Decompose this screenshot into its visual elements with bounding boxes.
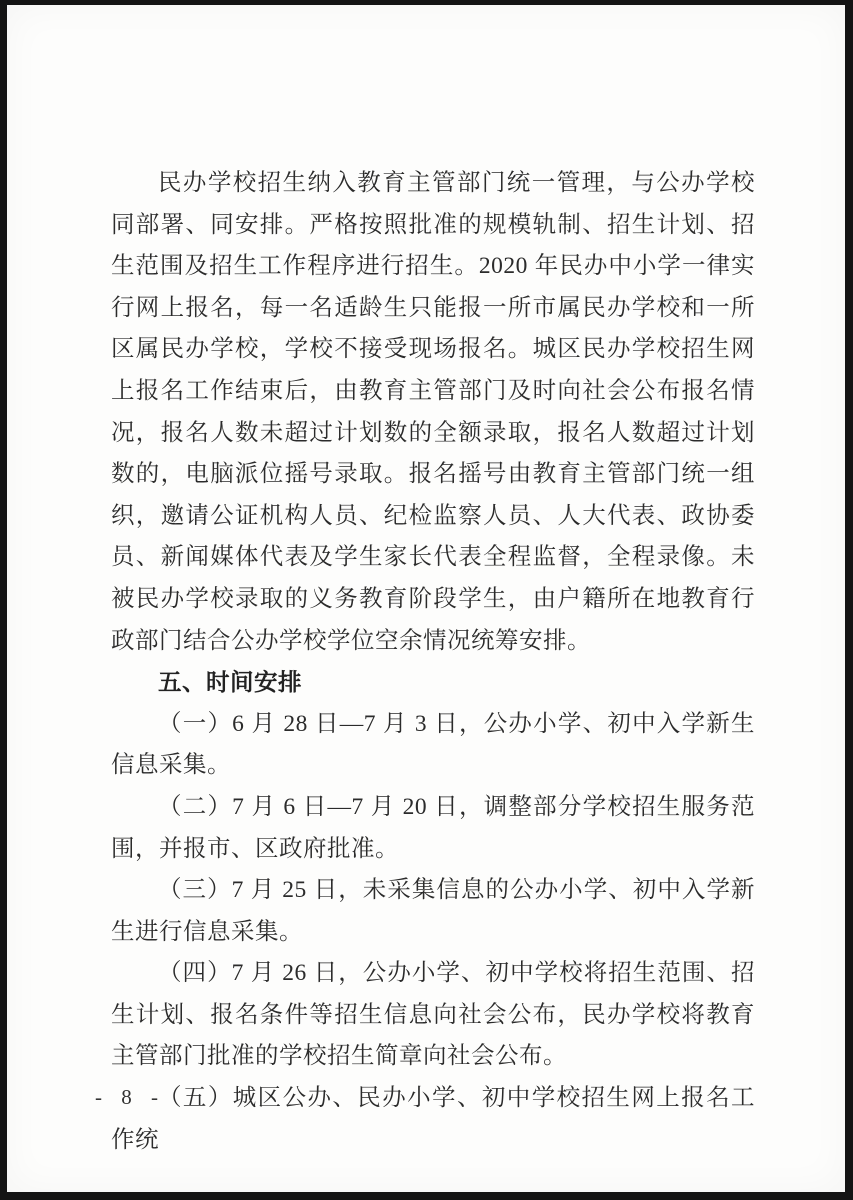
document-body <box>111 163 755 1161</box>
schedule-item-5: （五）城区公办、民办小学、初中学校招生网上报名工作统 <box>111 1085 755 1153</box>
schedule-item-1: （一）6 月 28 日—7 月 3 日，公办小学、初中入学新生信息采集。 <box>111 710 755 779</box>
schedule-item-4: （四）7 月 26 日，公办小学、初中学校将招生范围、招生计划、报名条件等招生信息向社会公布，民办学校将教育主管部门批准的学校招生简章向社会公布。 <box>111 960 755 1070</box>
schedule-item-2: （二）7 月 6 日—7 月 20 日，调整部分学校招生服务范围，并报市、区政府批准。 <box>111 793 755 862</box>
paragraph-enrollment-policy: 民办学校招生纳入教育主管部门统一管理，与公办学校同部署、同安排。严格按照批准的规模轨制、招生计划、招生范围及招生工作程序进行招生。2020 年民办中小学一律实行网上报名，每一名适龄生只能报一所市属民办学校和一所区属民办学校，学校不接受现场报名。城区民办学校招生网上报名工作结束后，由教育主管部门及时向社会公布报名情况，报名人数未超过计划数的全额录取，报名人数超过计划数的，电脑派位摇号录取。报名摇号由教育主管部门统一组织，邀请公证机构人员、纪检监察人员、人大代表、政协委员、新闻媒体代表及学生家长代表全程监督，全程录像。未被民办学校录取的义务教育阶段学生，由户籍所在地教育行政部门结合公办学校学位空余情况统筹安排。 <box>111 170 755 654</box>
schedule-item-3: （三）7 月 25 日，未采集信息的公办小学、初中入学新生进行信息采集。 <box>111 877 755 945</box>
page-number: - 8 - <box>95 1085 165 1109</box>
section-heading-time-schedule: 五、时间安排 <box>158 669 302 696</box>
document-page <box>7 5 845 1192</box>
